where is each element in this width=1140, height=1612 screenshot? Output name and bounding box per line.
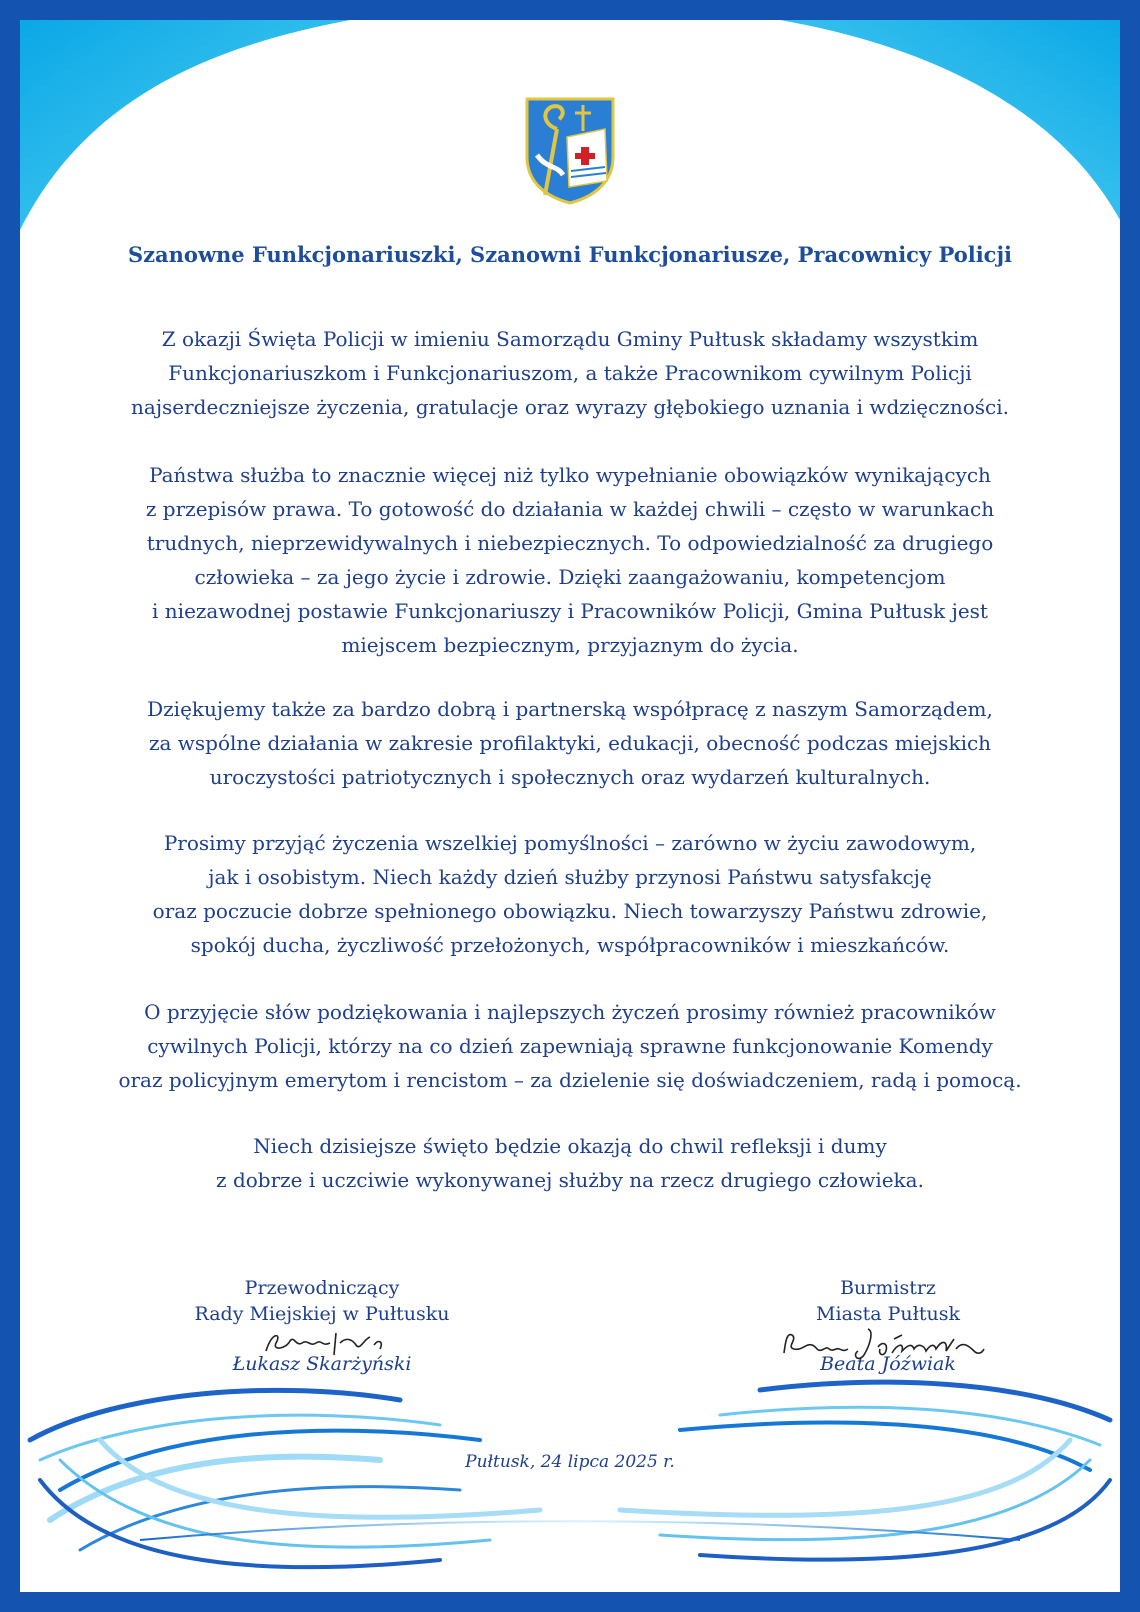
- signature-name: Beata Jóźwiak: [820, 1353, 956, 1375]
- text-line: Z okazji Święta Policji w imieniu Samorządu Gminy Pułtusk składamy wszystkim: [161, 327, 979, 351]
- paragraph-civilians: [40, 995, 1100, 1097]
- text-line: oraz poczucie dobrze spełnionego obowiązku. Niech towarzyszy Państwu zdrowie,: [152, 899, 988, 923]
- text-line: cywilnych Policji, którzy na co dzień zapewniają sprawne funkcjonowanie Komendy: [147, 1034, 993, 1058]
- signature-role-line: Przewodniczący: [244, 1277, 400, 1299]
- text-line: Niech dzisiejsze święto będzie okazją do chwil refleksji i dumy: [253, 1134, 887, 1158]
- signature-role-line: Miasta Pułtusk: [816, 1303, 960, 1325]
- text-line: człowieka – za jego życie i zdrowie. Dzięki zaangażowaniu, kompetencjom: [194, 565, 946, 589]
- text-line: z dobrze i uczciwie wykonywanej służby na rzecz drugiego człowieka.: [216, 1168, 924, 1192]
- text-line: Funkcjonariuszkom i Funkcjonariuszom, a także Pracownikom cywilnym Policji: [168, 361, 972, 385]
- text-line: spokój ducha, życzliwość przełożonych, współpracowników i mieszkańców.: [190, 933, 950, 957]
- text-line: O przyjęcie słów podziękowania i najlepszych życzeń prosimy również pracowników: [144, 1000, 996, 1024]
- text-line: Prosimy przyjąć życzenia wszelkiej pomyślności – zarówno w życiu zawodowym,: [163, 831, 977, 855]
- paragraph-greetings: [40, 322, 1100, 424]
- text-line: i niezawodnej postawie Funkcjonariuszy i Pracowników Policji, Gmina Pułtusk jest: [152, 599, 988, 623]
- document-date: Pułtusk, 24 lipca 2025 r.: [465, 1452, 675, 1472]
- page-title: Szanowne Funkcjonariuszki, Szanowni Funkcjonariusze, Pracownicy Policji: [127, 242, 1013, 267]
- signature-role-line: Burmistrz: [840, 1277, 936, 1299]
- bottom-sweep-line: [140, 1521, 1020, 1540]
- top-right-swoosh: [780, 20, 1120, 220]
- paragraph-wishes: [40, 826, 1100, 962]
- top-left-swoosh: [20, 20, 350, 230]
- text-line: najserdeczniejsze życzenia, gratulacje oraz wyrazy głębokiego uznania i wdzięczności.: [131, 395, 1009, 419]
- signature-name: Łukasz Skarżyński: [232, 1353, 412, 1375]
- text-line: miejscem bezpiecznym, przyjaznym do życia.: [341, 633, 799, 657]
- document-sheet: [20, 20, 1120, 1592]
- text-line: za wspólne działania w zakresie profilaktyki, edukacji, obecność podczas miejskich: [148, 731, 992, 755]
- paragraph-cooperation: [40, 692, 1100, 794]
- paragraph-closing: [40, 1129, 1100, 1197]
- text-line: uroczystości patriotycznych i społecznych oraz wydarzeń kulturalnych.: [209, 765, 931, 789]
- signature-block-left: [152, 1275, 492, 1377]
- handwritten-signature-right: [778, 1325, 988, 1365]
- text-line: jak i osobistym. Niech każdy dzień służby przynosi Państwu satysfakcję: [208, 865, 932, 889]
- paragraph-service: [40, 458, 1100, 662]
- signature-role-line: Rady Miejskiej w Pułtusku: [194, 1303, 450, 1325]
- bottom-left-ribbons: [30, 1390, 540, 1567]
- coat-of-arms-icon: [523, 95, 617, 205]
- text-line: Państwa służba to znacznie więcej niż tylko wypełnianie obowiązków wynikających: [149, 463, 991, 487]
- signature-block-right: [718, 1275, 1058, 1377]
- handwritten-signature-left: [260, 1325, 390, 1361]
- text-line: Dziękujemy także za bardzo dobrą i partnerską współpracę z naszym Samorządem,: [147, 697, 993, 721]
- text-line: oraz policyjnym emerytom i rencistom – za dzielenie się doświadczeniem, radą i pomocą.: [118, 1068, 1022, 1092]
- text-line: z przepisów prawa. To gotowość do działania w każdej chwili – często w warunkach: [145, 497, 995, 521]
- text-line: trudnych, nieprzewidywalnych i niebezpiecznych. To odpowiedzialność za drugiego: [146, 531, 994, 555]
